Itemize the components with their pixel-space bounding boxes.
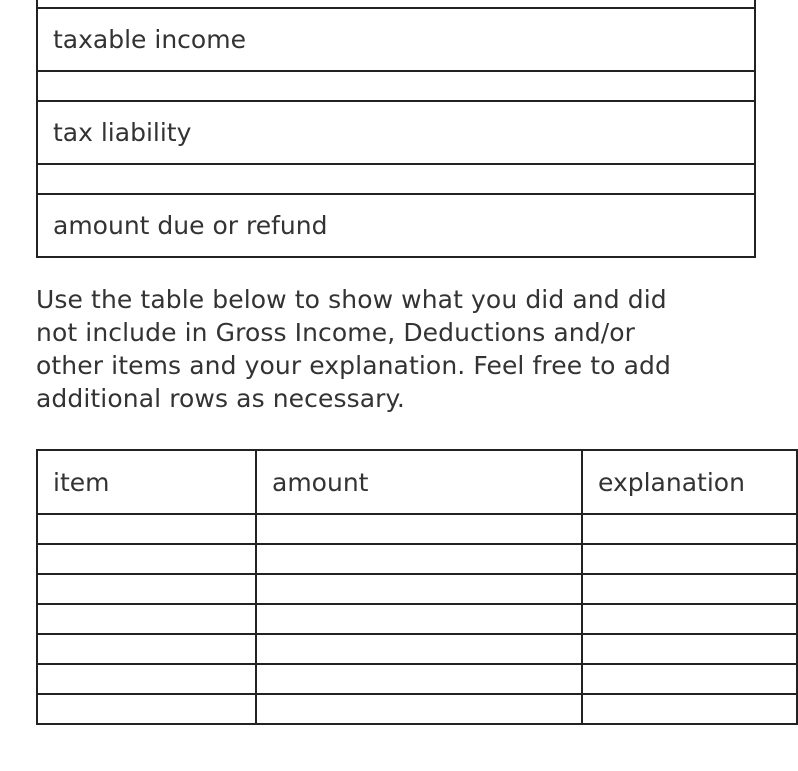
- item-cell[interactable]: [37, 574, 256, 604]
- table-row: [37, 544, 797, 574]
- explanation-cell[interactable]: [582, 604, 797, 634]
- tax-summary-table: [36, 0, 756, 258]
- amount-cell[interactable]: [256, 514, 582, 544]
- taxable-income-label: taxable income: [37, 8, 755, 71]
- table-header-row: [37, 450, 797, 514]
- table-row: [37, 194, 755, 257]
- explanation-cell[interactable]: [582, 634, 797, 664]
- table-row: [37, 664, 797, 694]
- table-row: [37, 574, 797, 604]
- amount-cell[interactable]: [256, 634, 582, 664]
- item-cell[interactable]: [37, 694, 256, 724]
- table-row: [37, 634, 797, 664]
- items-table-body: [37, 514, 797, 724]
- item-cell[interactable]: [37, 664, 256, 694]
- explanation-cell[interactable]: [582, 694, 797, 724]
- table-row: [37, 604, 797, 634]
- explanation-cell[interactable]: [582, 664, 797, 694]
- table-row: [37, 71, 755, 101]
- amount-due-or-refund-label: amount due or refund: [37, 194, 755, 257]
- summary-cell-empty[interactable]: [37, 0, 755, 8]
- table-row: [37, 101, 755, 164]
- item-cell[interactable]: [37, 544, 256, 574]
- table-row: [37, 8, 755, 71]
- explanation-cell[interactable]: [582, 514, 797, 544]
- explanation-cell[interactable]: [582, 574, 797, 604]
- tax-liability-value-cell[interactable]: [37, 164, 755, 194]
- table-row: [37, 514, 797, 544]
- table-row: [37, 0, 755, 8]
- amount-cell[interactable]: [256, 664, 582, 694]
- taxable-income-value-cell[interactable]: [37, 71, 755, 101]
- instructions-paragraph: Use the table below to show what you did and did not include in Gross Income, Deductions and/or other items and your explanation. Feel free to add additional rows as necessary.: [36, 285, 671, 413]
- item-cell[interactable]: [37, 634, 256, 664]
- amount-cell[interactable]: [256, 604, 582, 634]
- table-row: [37, 164, 755, 194]
- column-header-explanation: explanation: [582, 450, 797, 514]
- amount-cell[interactable]: [256, 694, 582, 724]
- item-cell[interactable]: [37, 514, 256, 544]
- explanation-cell[interactable]: [582, 544, 797, 574]
- items-table: [36, 449, 798, 725]
- table-row: [37, 694, 797, 724]
- column-header-amount: amount: [256, 450, 582, 514]
- amount-cell[interactable]: [256, 544, 582, 574]
- amount-cell[interactable]: [256, 574, 582, 604]
- tax-liability-label: tax liability: [37, 101, 755, 164]
- item-cell[interactable]: [37, 604, 256, 634]
- column-header-item: item: [37, 450, 256, 514]
